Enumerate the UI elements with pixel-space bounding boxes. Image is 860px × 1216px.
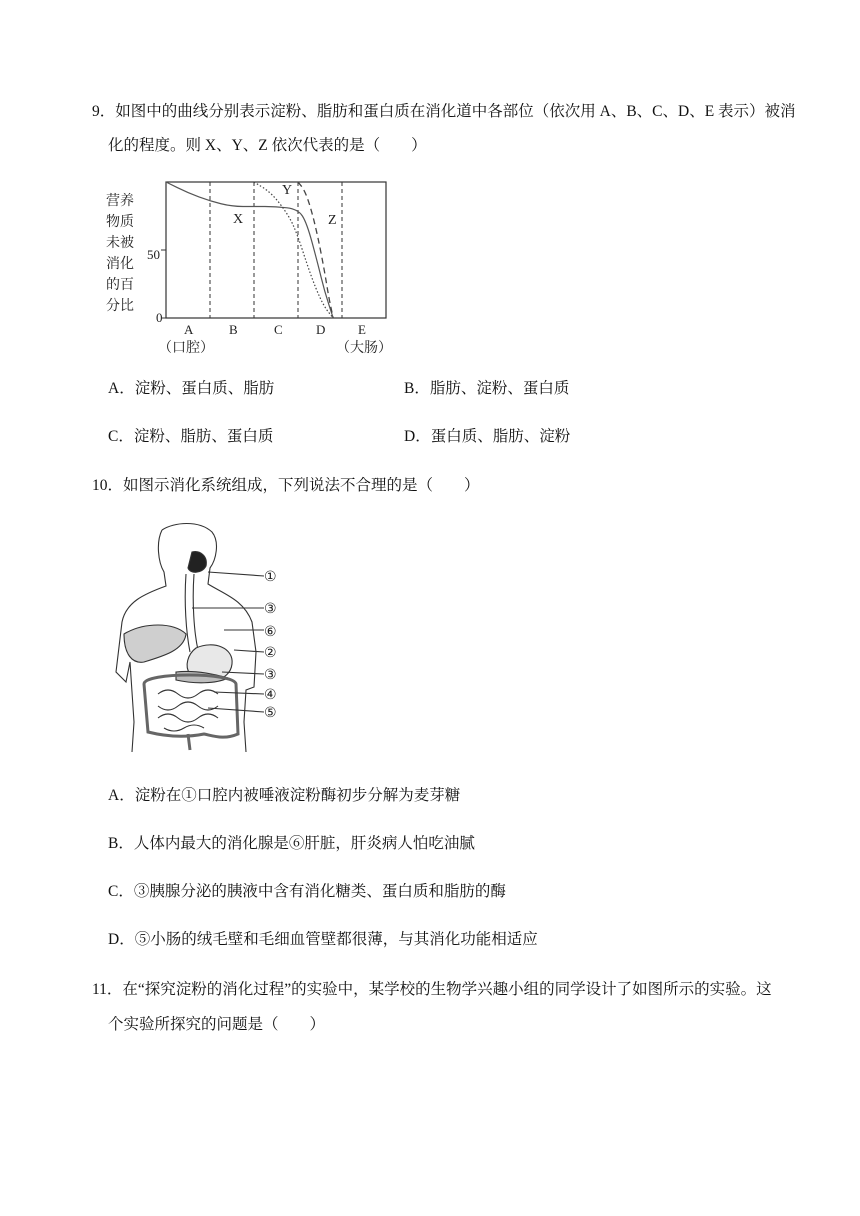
plot-frame xyxy=(166,182,386,318)
xcat-label-A: A xyxy=(184,322,194,337)
label-5: ⑤ xyxy=(264,705,277,721)
body-outline-right xyxy=(244,652,256,752)
ylabel-line: 分比 xyxy=(106,298,134,314)
label-3-lower: ③ xyxy=(264,667,277,683)
chart-svg xyxy=(100,172,400,362)
digestive-system-figure xyxy=(104,522,304,754)
note-mouth: （口腔） xyxy=(158,340,214,356)
ylabel-line: 营养 xyxy=(106,193,134,209)
esophagus-shape xyxy=(185,574,198,652)
xcat-label-E: E xyxy=(358,322,366,337)
ylabel-line: 的百 xyxy=(106,277,134,293)
small-intestine-shape xyxy=(158,690,218,731)
series-label-Y: Y xyxy=(282,183,293,198)
q9-option-C[interactable]: C．淀粉、脂肪、蛋白质 xyxy=(108,428,274,445)
ylabel-line: 消化 xyxy=(106,256,134,272)
mouth-shape xyxy=(188,552,206,573)
q9-stem-line1: 9．如图中的曲线分别表示淀粉、脂肪和蛋白质在消化道中各部位（依次用 A、B、C、D、E 表示）被消 xyxy=(92,103,796,120)
q9-option-A[interactable]: A．淀粉、蛋白质、脂肪 xyxy=(108,380,275,397)
ylabel-line: 未被 xyxy=(106,235,134,251)
series-label-X: X xyxy=(233,212,244,227)
curve-Y xyxy=(254,182,333,318)
xcat-label-B: B xyxy=(229,322,238,337)
curve-X xyxy=(166,182,333,318)
label-6: ⑥ xyxy=(264,624,277,640)
q10-option-A[interactable]: A．淀粉在①口腔内被唾液淀粉酶初步分解为麦芽糖 xyxy=(108,787,461,804)
q10-option-D[interactable]: D．⑤小肠的绒毛壁和毛细血管壁都很薄，与其消化功能相适应 xyxy=(108,931,538,948)
label-2: ② xyxy=(264,645,277,661)
q9-option-B[interactable]: B．脂肪、淀粉、蛋白质 xyxy=(404,380,570,397)
q11-stem-line1: 11．在“探究淀粉的消化过程”的实验中，某学校的生物学兴趣小组的同学设计了如图所示的实验。这 xyxy=(92,981,772,998)
digestive-system-svg xyxy=(104,522,304,754)
digestion-curve-chart xyxy=(100,172,400,362)
liver-shape xyxy=(124,625,186,662)
q9-stem-line2: 化的程度。则 X、Y、Z 依次代表的是（ ） xyxy=(108,137,427,154)
q10-stem: 10．如图示消化系统组成，下列说法不合理的是（ ） xyxy=(92,477,480,494)
ytick-label-0: 0 xyxy=(156,310,163,325)
ytick-label-50: 50 xyxy=(147,247,160,262)
rectum-shape xyxy=(188,734,190,750)
note-large-intestine: （大肠） xyxy=(336,340,392,356)
xcat-label-D: D xyxy=(316,322,326,337)
q9-option-D[interactable]: D．蛋白质、脂肪、淀粉 xyxy=(404,428,571,445)
ylabel-line: 物质 xyxy=(106,214,134,230)
label-4: ④ xyxy=(264,687,277,703)
q10-option-B[interactable]: B．人体内最大的消化腺是⑥肝脏，肝炎病人怕吃油腻 xyxy=(108,835,475,852)
label-3-upper: ③ xyxy=(264,601,277,617)
curve-Z xyxy=(298,182,333,318)
series-label-Z: Z xyxy=(328,213,337,228)
q10-option-C[interactable]: C．③胰腺分泌的胰液中含有消化糖类、蛋白质和脂肪的酶 xyxy=(108,883,506,900)
q11-stem-line2: 个实验所探究的问题是（ ） xyxy=(108,1016,326,1033)
xcat-label-C: C xyxy=(274,322,283,337)
label-1: ① xyxy=(264,569,277,585)
